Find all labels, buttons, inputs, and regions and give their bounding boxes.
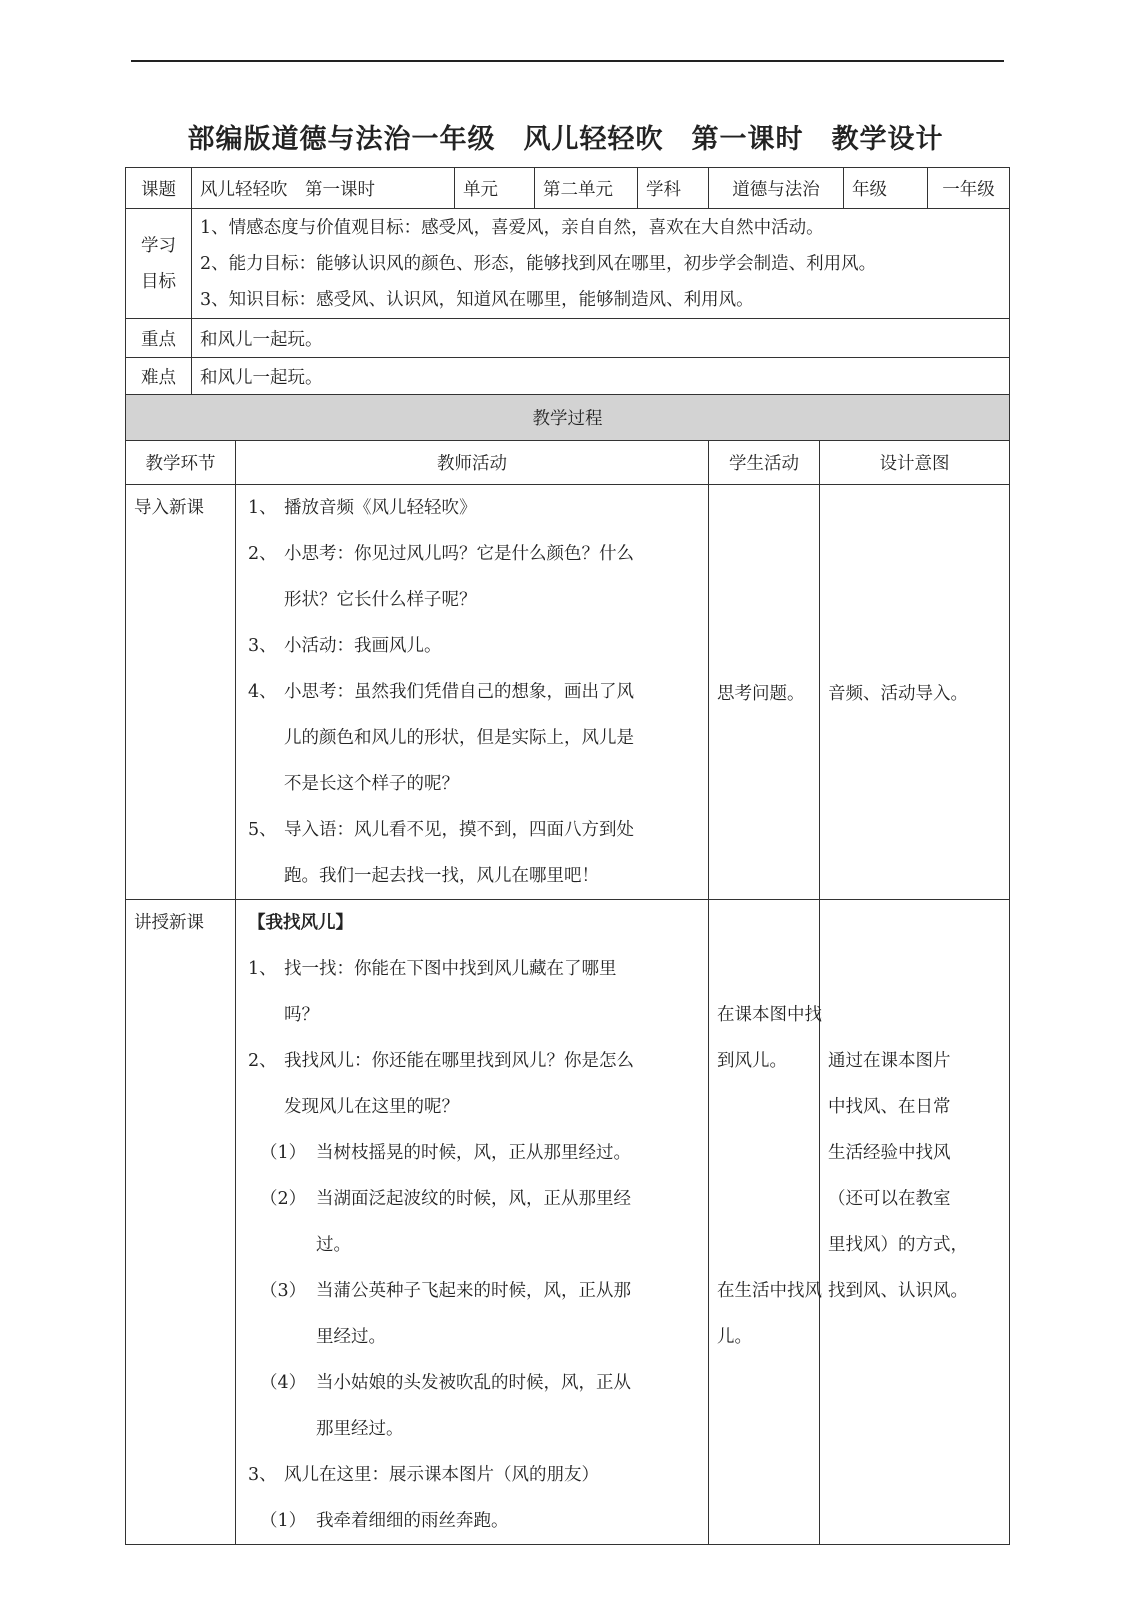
item-text: 风儿在这里：展示课本图片（风的朋友） bbox=[284, 1465, 599, 1485]
student-line bbox=[717, 1176, 811, 1222]
item-number: 4、 bbox=[248, 682, 277, 702]
process-title: 教学过程 bbox=[126, 395, 1010, 441]
section-heading: 【我找风儿】 bbox=[248, 913, 353, 933]
activity-line bbox=[248, 1176, 700, 1222]
item-text: 找一找：你能在下图中找到风儿藏在了哪里 bbox=[284, 959, 617, 979]
unit-label: 单元 bbox=[455, 168, 535, 209]
item-text: 播放音频《风儿轻轻吹》 bbox=[284, 498, 477, 518]
intent-line bbox=[828, 1452, 1001, 1498]
student-line bbox=[717, 1406, 811, 1452]
difficulty-label: 难点 bbox=[126, 358, 192, 395]
unit-value: 第二单元 bbox=[535, 168, 638, 209]
item-text: 小思考：你见过风儿吗？它是什么颜色？什么 bbox=[284, 544, 634, 564]
intent-line bbox=[828, 992, 1001, 1038]
intent-line: 找到风、认识风。 bbox=[828, 1281, 968, 1301]
item-number: 2、 bbox=[248, 544, 277, 564]
intent-line bbox=[828, 1360, 1001, 1406]
student-line: 在生活中找风 bbox=[717, 1281, 822, 1301]
goal-item: 1、情感态度与价值观目标：感受风，喜爱风，亲自自然，喜欢在大自然中活动。 bbox=[200, 217, 824, 238]
item-number: 2、 bbox=[248, 1051, 277, 1071]
key-point-value: 和风儿一起玩。 bbox=[192, 319, 1010, 358]
activity-line bbox=[248, 669, 700, 715]
item-text: 我找风儿：你还能在哪里找到风儿？你是怎么 bbox=[284, 1051, 634, 1071]
key-point-label: 重点 bbox=[126, 319, 192, 358]
col-intent: 设计意图 bbox=[820, 441, 1010, 485]
student-line bbox=[717, 946, 811, 992]
col-teacher: 教师活动 bbox=[236, 441, 709, 485]
intent-line: 里找风）的方式， bbox=[828, 1235, 968, 1255]
sub-item-number: （1） bbox=[260, 1143, 307, 1163]
intent-line bbox=[828, 1406, 1001, 1452]
header-rule bbox=[131, 60, 1004, 62]
activity-line bbox=[248, 623, 700, 669]
subject-value: 道德与法治 bbox=[709, 168, 844, 209]
item-text: 我牵着细细的雨丝奔跑。 bbox=[316, 1511, 509, 1531]
goal-item: 3、知识目标：感受风、认识风，知道风在哪里，能够制造风、利用风。 bbox=[200, 289, 754, 310]
student-line: 儿。 bbox=[717, 1327, 752, 1347]
grade-label: 年级 bbox=[844, 168, 928, 209]
lesson-plan-table bbox=[125, 167, 1010, 1545]
teacher-activity-intro bbox=[236, 485, 709, 900]
activity-line bbox=[248, 1268, 700, 1314]
intent-new bbox=[820, 900, 1010, 1545]
item-text: 小思考：虽然我们凭借自己的想象，画出了风 bbox=[284, 682, 634, 702]
page-title: 部编版道德与法治一年级 风儿轻轻吹 第一课时 教学设计 bbox=[187, 124, 944, 155]
grade-value: 一年级 bbox=[928, 168, 1010, 209]
activity-line: 里经过。 bbox=[316, 1327, 386, 1347]
activity-line bbox=[248, 1130, 700, 1176]
activity-line: 儿的颜色和风儿的形状，但是实际上，风儿是 bbox=[284, 728, 634, 748]
goals-label: 学习 目标 bbox=[126, 209, 192, 319]
item-text: 导入语：风儿看不见，摸不到，四面八方到处 bbox=[284, 820, 634, 840]
goal-item: 2、能力目标：能够认识风的颜色、形态，能够找到风在哪里，初步学会制造、利用风。 bbox=[200, 253, 877, 274]
stage-intro: 导入新课 bbox=[126, 485, 236, 900]
intent-line bbox=[828, 946, 1001, 992]
item-text: 小活动：我画风儿。 bbox=[284, 636, 442, 656]
student-line bbox=[717, 1498, 811, 1544]
student-line bbox=[717, 1360, 811, 1406]
activity-line: 跑。我们一起去找一找，风儿在哪里吧！ bbox=[284, 866, 599, 886]
activity-line: 那里经过。 bbox=[316, 1419, 404, 1439]
activity-line bbox=[248, 531, 700, 577]
student-line bbox=[717, 1130, 811, 1176]
item-number: 3、 bbox=[248, 636, 277, 656]
item-number: 5、 bbox=[248, 820, 277, 840]
student-line bbox=[717, 1084, 811, 1130]
activity-line: 形状？它长什么样子呢？ bbox=[284, 590, 477, 610]
sub-item-number: （3） bbox=[260, 1281, 307, 1301]
intent-line: （还可以在教室 bbox=[828, 1189, 951, 1209]
activity-line bbox=[248, 1038, 700, 1084]
student-line: 到风儿。 bbox=[717, 1051, 787, 1071]
col-student: 学生活动 bbox=[709, 441, 820, 485]
course-value: 风儿轻轻吹 第一课时 bbox=[192, 168, 455, 209]
intent-line bbox=[828, 1314, 1001, 1360]
intent-line bbox=[828, 1498, 1001, 1544]
subject-label: 学科 bbox=[638, 168, 709, 209]
student-line bbox=[717, 1222, 811, 1268]
difficulty-value: 和风儿一起玩。 bbox=[192, 358, 1010, 395]
item-text: 当湖面泛起波纹的时候，风，正从那里经 bbox=[316, 1189, 631, 1209]
item-text: 当蒲公英种子飞起来的时候，风，正从那 bbox=[316, 1281, 631, 1301]
item-text: 当树枝摇晃的时候，风，正从那里经过。 bbox=[316, 1143, 631, 1163]
goals-list bbox=[192, 209, 1010, 319]
activity-line bbox=[248, 485, 700, 531]
intent-line: 生活经验中找风 bbox=[828, 1143, 951, 1163]
course-label: 课题 bbox=[126, 168, 192, 209]
activity-line bbox=[248, 946, 700, 992]
student-activity-new bbox=[709, 900, 820, 1545]
student-line: 在课本图中找 bbox=[717, 1005, 822, 1025]
activity-line bbox=[248, 807, 700, 853]
item-number: 3、 bbox=[248, 1465, 277, 1485]
intent-line: 中找风、在日常 bbox=[828, 1097, 951, 1117]
intent-line: 通过在课本图片 bbox=[828, 1051, 951, 1071]
item-number: 1、 bbox=[248, 498, 277, 518]
student-line bbox=[717, 1452, 811, 1498]
activity-line: 发现风儿在这里的呢？ bbox=[284, 1097, 459, 1117]
activity-line bbox=[248, 1498, 700, 1544]
activity-line bbox=[248, 1360, 700, 1406]
col-stage: 教学环节 bbox=[126, 441, 236, 485]
activity-line: 过。 bbox=[316, 1235, 351, 1255]
stage-new: 讲授新课 bbox=[126, 900, 236, 1545]
item-number: 1、 bbox=[248, 959, 277, 979]
activity-line: 不是长这个样子的呢？ bbox=[284, 774, 459, 794]
activity-line bbox=[248, 1452, 700, 1498]
student-activity-intro: 思考问题。 bbox=[709, 485, 820, 900]
sub-item-number: （1） bbox=[260, 1511, 307, 1531]
sub-item-number: （4） bbox=[260, 1373, 307, 1393]
teacher-activity-new bbox=[236, 900, 709, 1545]
intent-intro: 音频、活动导入。 bbox=[820, 485, 1010, 900]
sub-item-number: （2） bbox=[260, 1189, 307, 1209]
activity-line: 吗？ bbox=[284, 1005, 319, 1025]
item-text: 当小姑娘的头发被吹乱的时候，风，正从 bbox=[316, 1373, 631, 1393]
